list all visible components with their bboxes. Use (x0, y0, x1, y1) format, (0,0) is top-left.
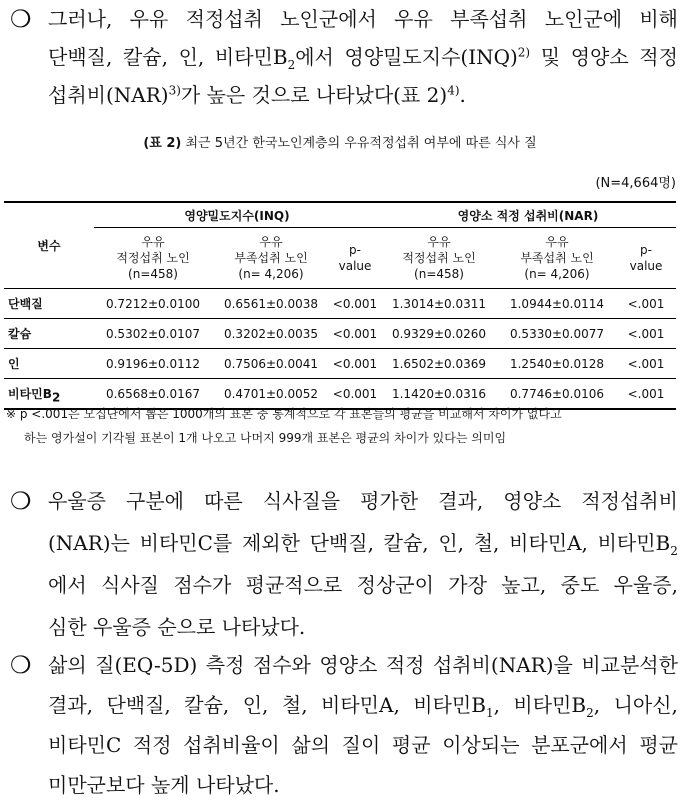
text-word: 인, (438, 531, 465, 555)
text-word: 비타민C (48, 733, 122, 757)
text-word: 질이 (341, 733, 381, 757)
text-word: 우울증 (48, 489, 106, 513)
text-word: 적정 (385, 653, 425, 677)
text-word: 비타민C를 (139, 531, 233, 555)
text-word: 우유 (129, 7, 169, 31)
text-line (48, 482, 678, 520)
column-header: 우유 적정섭취 노인 (n=458) (402, 235, 476, 281)
text-word: 따른 (204, 489, 243, 513)
text-word: 비교분석한 (581, 653, 678, 677)
table-cell: 1.2540±0.0128 (509, 356, 605, 371)
inq-group-header: 영양밀도지수(INQ) (94, 202, 380, 228)
text-line (48, 726, 678, 764)
text-word: 비타민$B_2$ (597, 531, 678, 558)
text-word: 가장 (448, 573, 487, 597)
text-word: 삶의 (291, 733, 331, 757)
text-line (48, 766, 678, 804)
text-word: 제외한 (241, 531, 300, 555)
text-word: 니아신, (613, 693, 678, 717)
table-cell: <0.001 (332, 356, 378, 371)
text-word: 비타민A, (321, 693, 400, 717)
text-word: 결과, (48, 693, 93, 717)
text-line (48, 608, 678, 646)
table-cell: 0.6561±0.0038 (223, 296, 319, 311)
text-word: 부족섭취 (450, 7, 528, 31)
text-word: 측정 (205, 653, 245, 677)
text-line (48, 686, 678, 724)
text-word: 점수와 (252, 653, 311, 677)
table-row (4, 289, 676, 319)
column-header: 우유 부족섭취 노인 (n= 4,206) (520, 235, 594, 281)
table-cell: 0.7506±0.0041 (223, 356, 319, 371)
text-word: 평균적으로 (245, 573, 343, 597)
text-word: 적정섭취 (185, 7, 263, 31)
table-cell: 1.1420±0.0316 (391, 386, 487, 401)
text-word: 그러나, (48, 7, 113, 31)
table-cell: 0.3202±0.0035 (223, 326, 319, 341)
table-caption-label: (표 2) (143, 136, 182, 151)
text-word: 철, (473, 531, 500, 555)
table-cell: 0.5302±0.0107 (105, 326, 201, 341)
text-word: 중도 (560, 573, 600, 597)
table-footnote (6, 402, 676, 450)
table-caption (0, 132, 680, 151)
table-cell: 0.7212±0.0100 (105, 296, 201, 311)
table-cell: <.001 (627, 326, 665, 341)
text-line (48, 566, 678, 604)
row-label: 인 (8, 357, 20, 371)
footnote-line: ※ p <.001은 모집단에서 뽑은 1000개의 표본 중 통계적으로 각 표본들의 평균을 비교해서 차이가 없다고 (6, 407, 562, 421)
table-cell: <.001 (627, 296, 665, 311)
text-word: 칼슘, (383, 531, 429, 555)
table-caption-text: 최근 5년간 한국노인계층의 우유적정섭취 여부에 따른 식사 질 (185, 136, 537, 151)
column-header: p- value (629, 243, 663, 273)
text-word: 칼슘, (184, 693, 230, 717)
row-label: 단백질 (8, 297, 43, 311)
table-cell: <.001 (627, 356, 665, 371)
text-word: 비타민A, (509, 531, 588, 555)
text-word: 식사질을 (262, 489, 341, 513)
circle-bullet-icon: ❍ (10, 487, 32, 515)
variable-header: 변수 (37, 239, 61, 253)
table-cell: <0.001 (332, 296, 378, 311)
text-word: 섭취비(NAR)을 (432, 653, 573, 677)
text-word: 미만군보다 높게 나타났다. (48, 773, 280, 797)
text-word: 비타민$B_2$, (513, 693, 601, 720)
text-word: 비해 (639, 7, 678, 31)
text-line (48, 646, 678, 684)
circle-bullet-icon: ❍ (10, 651, 32, 679)
text-word: 우유 (394, 7, 433, 31)
text-word: 단백질, (48, 45, 113, 69)
text-word: 노인군에 (544, 7, 623, 31)
text-word: 및 (540, 45, 561, 69)
text-line (48, 38, 678, 76)
column-header: 우유 부족섭취 노인 (n= 4,206) (234, 235, 308, 281)
text-word: 인, (178, 45, 205, 69)
table-cell: 1.3014±0.0311 (391, 296, 487, 311)
text-word: 우울증, (613, 573, 678, 597)
table-cell: 0.5330±0.0077 (509, 326, 605, 341)
sample-size: (N=4,664명) (595, 176, 676, 191)
text-word: 에서 (48, 573, 87, 597)
text-word: 섭취비(NAR)$^{3)}$가 높은 것으로 나타났다(표 2)$^{4)}$. (48, 83, 466, 107)
table-cell: 1.0944±0.0114 (509, 296, 605, 311)
column-header: 우유 적정섭취 노인 (n=458) (116, 235, 190, 281)
text-word: 적정 (132, 733, 172, 757)
text-word: 이상되는 (442, 733, 520, 757)
table-cell: <0.001 (332, 386, 378, 401)
text-word: 식사질 (101, 573, 159, 597)
text-word: 영양소 (319, 653, 378, 677)
text-word: 심한 우울증 순으로 나타났다. (48, 615, 306, 639)
table-cell: 0.9329±0.0260 (391, 326, 487, 341)
text-word: 평균 (639, 733, 678, 757)
table-cell: 1.6502±0.0369 (391, 356, 487, 371)
table-cell: 0.4701±0.0052 (223, 386, 319, 401)
table-cell: 0.7746±0.0106 (509, 386, 605, 401)
text-word: 적정 (639, 45, 678, 69)
table-cell: 0.9196±0.0112 (105, 356, 201, 371)
text-word: 비타민$B_2$에서 (214, 45, 334, 72)
table-row (4, 349, 676, 379)
circle-bullet-icon: ❍ (10, 5, 32, 33)
text-word: 철, (281, 693, 308, 717)
nutrition-table (4, 201, 676, 410)
text-word: 단백질, (106, 693, 171, 717)
text-word: 평가한 (360, 489, 419, 513)
text-word: 분포군에서 (531, 733, 628, 757)
footnote-line: 하는 영가설이 기각될 표본이 1개 나오고 나머지 999개 표본은 평균의 차이가 있다는 의미임 (24, 431, 507, 445)
row-label: 비타민$B_2$ (8, 387, 61, 405)
text-word: 비타민$B_1$, (413, 693, 500, 720)
text-word: 영양소 (503, 489, 562, 513)
text-word: 칼슘, (122, 45, 168, 69)
text-line (48, 524, 678, 562)
text-word: 점수가 (173, 573, 232, 597)
text-word: 적정섭취비 (581, 489, 678, 513)
row-label: 칼슘 (8, 327, 32, 341)
text-word: 영양소 (570, 45, 629, 69)
text-word: 결과, (438, 489, 484, 513)
nar-group-header: 영양소 적정 섭취비(NAR) (380, 202, 676, 228)
text-word: 노인군에서 (280, 7, 377, 31)
text-word: 인, (242, 693, 269, 717)
table-cell: 0.6568±0.0167 (105, 386, 201, 401)
table-cell: <.001 (627, 386, 665, 401)
text-word: (NAR)는 (48, 531, 130, 555)
column-header: p- value (338, 243, 372, 273)
text-word: 삶의 (48, 653, 87, 677)
text-word: 질(EQ-5D) (95, 653, 198, 677)
text-word: 높고, (501, 573, 547, 597)
text-word: 섭취비율이 (183, 733, 280, 757)
text-word: 영양밀도지수(INQ)$^{2)}$ (344, 45, 531, 69)
table-cell: <0.001 (332, 326, 378, 341)
text-word: 정상군이 (356, 573, 434, 597)
table-row (4, 319, 676, 349)
text-line (48, 76, 678, 114)
text-word: 단백질, (309, 531, 374, 555)
text-line (48, 0, 678, 38)
text-word: 구분에 (126, 489, 185, 513)
text-word: 평균 (391, 733, 431, 757)
